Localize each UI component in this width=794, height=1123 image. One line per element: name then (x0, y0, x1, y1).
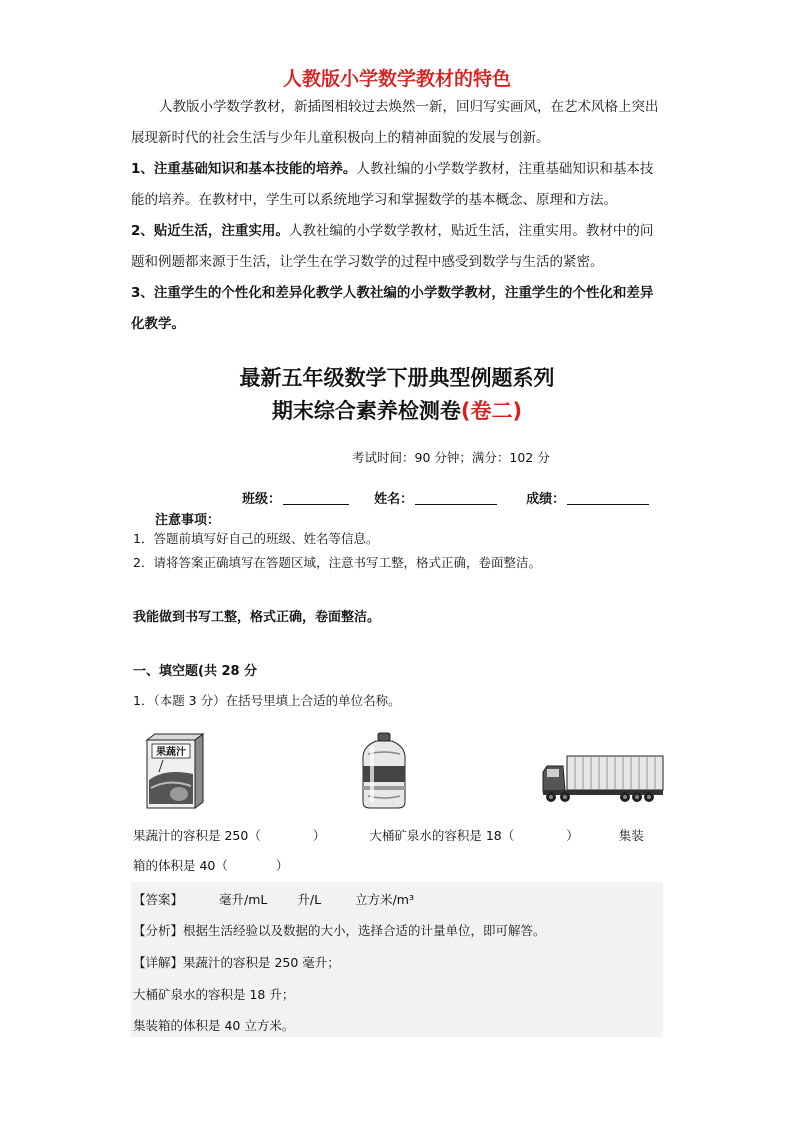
container-truck-image (541, 754, 665, 806)
name-label: 姓名： (374, 492, 414, 507)
juice-box-image (143, 732, 205, 810)
point-1-heading: 1、注重基础知识和基本技能的培养。 (131, 161, 357, 177)
point-3-heading: 3、注重学生的个性化和差异化教学人教社编的小学数学教材，注重学生的个性化和差异化教学。 (131, 285, 654, 332)
water-text: 大桶矿泉水的容积是 18（ (369, 828, 515, 843)
pledge-text: 我能做到书写工整，格式正确，卷面整洁。 (133, 610, 381, 625)
answer-label: 【答案】 (133, 892, 184, 907)
section-1-title: 一、填空题(共 28 分 (133, 664, 258, 679)
notice-title: 注意事项： (155, 513, 221, 528)
analysis-line: 【分析】根据生活经验以及数据的大小，选择合适的计量单位，即可解答。 (133, 923, 546, 938)
exam-title-main: 期末综合素养检测卷 (271, 399, 461, 423)
intro-paragraph: 人教版小学数学教材，新插图相较过去焕然一新，回归写实画风，在艺术风格上突出展现新时代的社会生活与少年儿童积极向上的精神面貌的发展与创新。 (131, 99, 659, 146)
question-1-stem: 1．（本题 3 分）在括号里填上合适的单位名称。 (133, 693, 401, 708)
name-blank[interactable] (415, 490, 497, 505)
class-label: 班级： (242, 492, 282, 507)
student-info-row (242, 488, 651, 507)
class-blank[interactable] (283, 490, 349, 505)
notice-item-2: 2．请将答案正确填写在答题区域，注意书写工整，格式正确，卷面整洁。 (133, 555, 541, 570)
juice-text: 果蔬汁的容积是 250（ (133, 828, 261, 843)
intro-point-3 (131, 278, 663, 340)
answer-line (133, 890, 414, 908)
intro-section (131, 92, 663, 340)
container-paren-close: ） (275, 858, 289, 873)
point-1-body: 人教社编的小学数学教材，注重基础知识和基本技能的培养。在教材中，学生可以系统地学习和掌握数学的基本概念、原理和方法。 (131, 161, 654, 208)
water-paren-close: ） (566, 828, 579, 843)
water-bottle-image (358, 732, 410, 810)
score-blank[interactable] (567, 490, 649, 505)
exam-meta: 考试时间：90 分钟；满分：102 分 (352, 450, 550, 465)
point-2-heading: 2、贴近生活，注重实用。 (131, 223, 289, 239)
detail-line-3: 集装箱的体积是 40 立方米。 (133, 1018, 295, 1033)
header-title: 人教版小学数学教材的特色 (282, 68, 511, 90)
container-text: 箱的体积是 40（ (133, 858, 228, 873)
notice-item-1: 1．答题前填写好自己的班级、姓名等信息。 (133, 531, 379, 546)
score-label: 成绩： (526, 492, 566, 507)
intro-point-1 (131, 154, 663, 216)
exam-title-line1: 最新五年级数学下册典型例题系列 (239, 366, 555, 390)
exam-title-suffix: (卷二) (460, 399, 523, 423)
point-2-body: 人教社编的小学数学教材，贴近生活，注重实用。教材中的问题和例题都来源于生活，让学生在学习数学的过程中感受到数学与生活的紧密。 (131, 223, 654, 270)
answer-2: 升/L (297, 892, 322, 907)
notice-list (133, 527, 541, 575)
detail-line-1: 【详解】果蔬汁的容积是 250 毫升； (133, 955, 340, 970)
answer-3: 立方米/m³ (355, 892, 414, 907)
intro-point-2 (131, 216, 663, 278)
question-1-line-1 (133, 826, 663, 844)
answer-1: 毫升/mL (219, 892, 268, 907)
exam-title-line2 (0, 395, 794, 425)
juice-paren-close: ） (312, 828, 326, 843)
question-1-line-2 (133, 856, 288, 874)
container-text-start: 集装 (618, 828, 644, 843)
detail-line-2: 大桶矿泉水的容积是 18 升； (133, 987, 295, 1002)
juice-box-label: 果蔬汁 (156, 747, 186, 758)
